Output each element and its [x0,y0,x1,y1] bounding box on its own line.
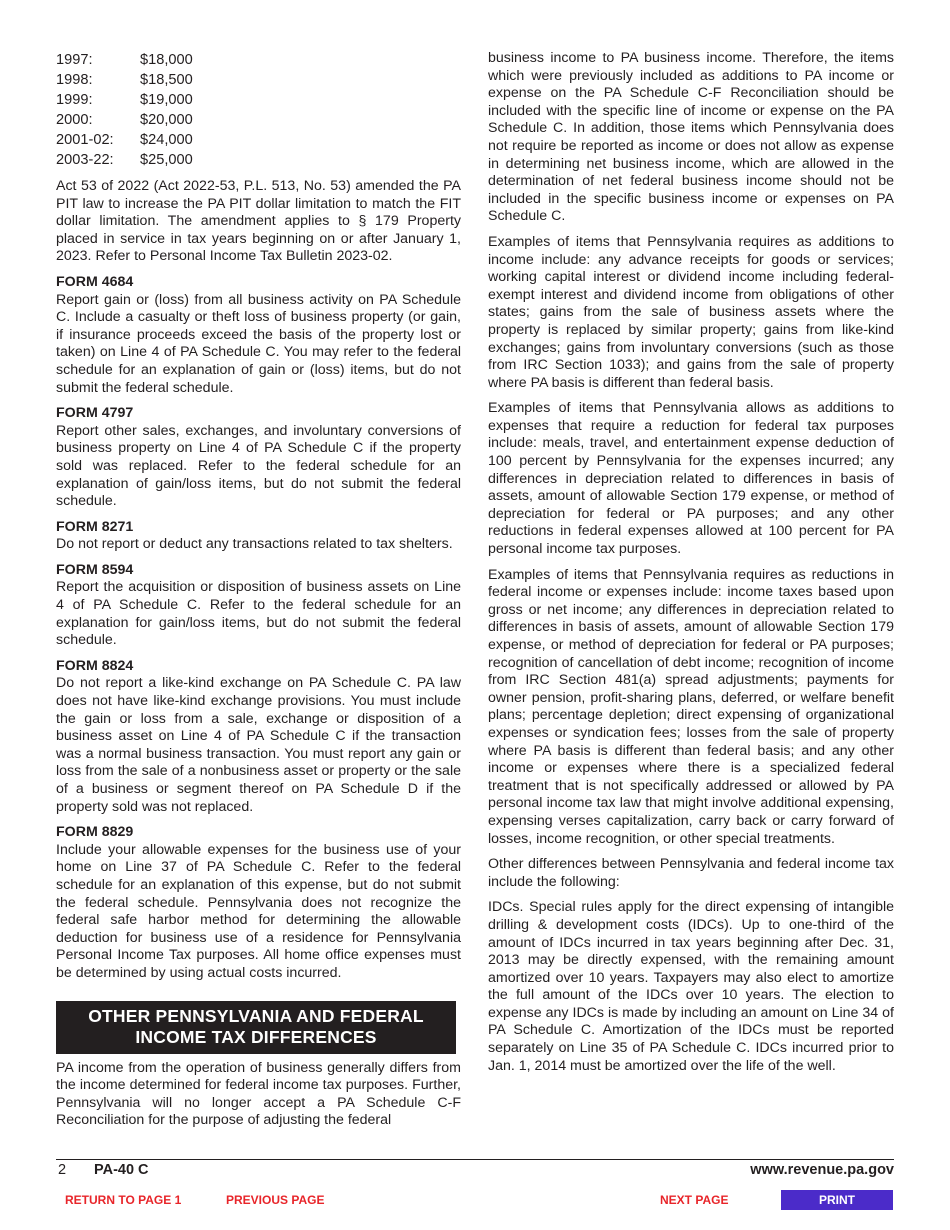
additions-to-expenses-paragraph: Examples of items that Pennsylvania allows as additions to expenses that require a reduction for federal tax purposes include: meals, travel, and entertainment expense deduction of 100 percent by Pennsylvania for the expenses incurred; any differences in depreciation related to differences in basis of assets, amount of allowable Section 179 expense, or method of depreciation for federal or PA purposes; and any other reductions in federal expenses allowed at 100 percent for PA personal income tax purposes. [488,400,894,558]
form-text: Report the acquisition or disposition of business assets on Line 4 of PA Schedule C. Refer to the federal schedule for an explanation for gain/loss items, but do not submit the federal schedule. [56,579,461,649]
next-page-link[interactable]: NEXT PAGE [660,1193,729,1207]
form-heading: FORM 8594 [56,561,134,578]
other-differences-paragraph: Other differences between Pennsylvania and federal income tax include the following: [488,856,894,890]
website-url: www.revenue.pa.gov [750,1162,894,1178]
form-8271-section [56,519,461,554]
left-column [56,50,461,1138]
form-text: Report gain or (loss) from all business activity on PA Schedule C. Include a casualty or theft loss of business property (or gain, if insurance proceeds exceed the basis of the property lost or taken) on Line 4 of PA Schedule C. You may refer to the federal schedule for an explanation of gain or (loss) items, but do not submit the federal schedule. [56,291,461,396]
year-row: 1999: $19,000 [56,92,193,108]
form-4797-section [56,405,461,511]
form-heading: FORM 8824 [56,657,134,674]
print-button[interactable]: PRINT [781,1190,893,1210]
form-8594-section [56,562,461,650]
form-heading: FORM 4797 [56,405,134,422]
right-column [488,50,894,1083]
form-8829-section [56,824,461,982]
form-heading: FORM 8829 [56,824,134,841]
year-row: 1997: $18,000 [56,52,193,68]
reductions-paragraph: Examples of items that Pennsylvania requires as reductions in federal income or expenses include: income taxes based upon gross or net income; any differences in depreciation related to differences in basis of assets, amount of allowable Section 179 expense, or method of depreciation for federal or PA purposes; recognition of cancellation of debt income; recognition of income from IRC Section 481(a) spread adjustments; payments for owner pension, profit-sharing plans, deferred, or welfare benefit plans; percentage depletion; direct expensing of organizational expenses or syndication fees; losses from the sale of property where PA basis is different than federal basis; and any other income or expenses where there is a specialized federal treatment that is not specifically addressed or allowed by PA personal income tax law that might involve additional expensing, expensing verses capitalization, carry back or carry forward of losses, income recognition, or other special treatments. [488,566,894,847]
form-text: Report other sales, exchanges, and involuntary conversions of business property on Line 4 of PA Schedule C if the property sold was replaced. Refer to the federal schedule for an explanation of gain/loss items, but do not submit the federal schedule. [56,422,461,510]
section-intro-paragraph: PA income from the operation of business generally differs from the income determined for federal income tax purposes. Further, Pennsylvania will no longer accept a PA Schedule C-F Reconciliation for the purpose of adjusting the federal [56,1059,461,1129]
year-row: 2001-02: $24,000 [56,132,193,148]
form-heading: FORM 4684 [56,273,134,290]
act-53-paragraph: Act 53 of 2022 (Act 2022-53, P.L. 513, No. 53) amended the PA PIT law to increase the PA PIT dollar limitation to match the FIT dollar limitation. The amendment applies to § 179 Property placed in service in tax years beginning on or after January 1, 2023. Refer to Personal Income Tax Bulletin 2023-02. [56,178,461,265]
form-text: Do not report or deduct any transactions related to tax shelters. [56,536,453,553]
previous-page-link[interactable]: PREVIOUS PAGE [226,1193,325,1207]
footer-divider [56,1159,894,1160]
year-row: 1998: $18,500 [56,72,193,88]
return-to-page-1-link[interactable]: RETURN TO PAGE 1 [65,1193,182,1207]
year-row: 2000: $20,000 [56,112,193,128]
section-title-line-2: INCOME TAX DIFFERENCES [135,1026,377,1047]
form-text: Include your allowable expenses for the business use of your home on Line 37 of PA Schedule C. Refer to the federal schedule for an explanation of this expense, but do not submit the federal schedule. Pennsylvania does not recognize the federal safe harbor method for determining the allowable deduction for business use of a residence for Pennsylvania Personal Income Tax purposes. All home office expenses must be determined by using actual costs incurred. [56,841,461,981]
section-title-line-1: OTHER PENNSYLVANIA AND FEDERAL [88,1005,424,1026]
year-row: 2003-22: $25,000 [56,152,193,168]
idcs-paragraph: IDCs. Special rules apply for the direct expensing of intangible drilling & development costs (IDCs). Up to one-third of the amount of IDCs incurred in tax years beginning after Dec. 31, 2013 may be directly expensed, with the remaining amount amortized over 10 years. Taxpayers may also elect to amortize the full amount of the IDCs over 10 years. The election to expense any IDCs is made by including an amount on Line 34 of PA Schedule C. Amortization of the IDCs must be reported separately on Line 35 of PA Schedule C. IDCs incurred prior to Jan. 1, 2014 must be amortized over the life of the well. [488,899,894,1074]
business-income-paragraph: business income to PA business income. Therefore, the items which were previously included as additions to PA income or expense on the PA Schedule C-F Reconciliation should be included with the specific line of income or expense on the PA Schedule C. In addition, those items which Pennsylvania does not require be reported as income or does not allow as expense in determining net business income, which are allowed in the determination of net federal business income should not be included in the specific business income or expenses on PA Schedule C. [488,50,894,225]
form-heading: FORM 8271 [56,518,134,535]
form-4684-section [56,274,461,397]
form-name: PA-40 C [94,1162,149,1178]
year-limit-table [56,50,461,170]
section-title-banner [56,1001,456,1054]
page-number: 2 [58,1162,67,1178]
form-8824-section [56,658,461,816]
form-text: Do not report a like-kind exchange on PA Schedule C. PA law does not have like-kind exchange provisions. You must include the gain or loss from a sale, exchange or disposition of a business asset on Line 4 of PA Schedule C if the transaction was a normal business transaction. You must report any gain or loss from the sale of a nonbusiness asset or property or the sale of a business or segment thereof on PA Schedule D if the property sold was not replaced. [56,675,461,815]
additions-to-income-paragraph: Examples of items that Pennsylvania requires as additions to income include: any advance receipts for goods or services; working capital interest or dividend income including federal-exempt interest and dividend income from obligations of other states; gains from the sale of business assets where the property is replaced by similar property; gains from like-kind exchanges; gains from involuntary conversions (such as those from IRC Section 1033); and gains from the sale of property where PA basis is different than federal basis. [488,233,894,391]
